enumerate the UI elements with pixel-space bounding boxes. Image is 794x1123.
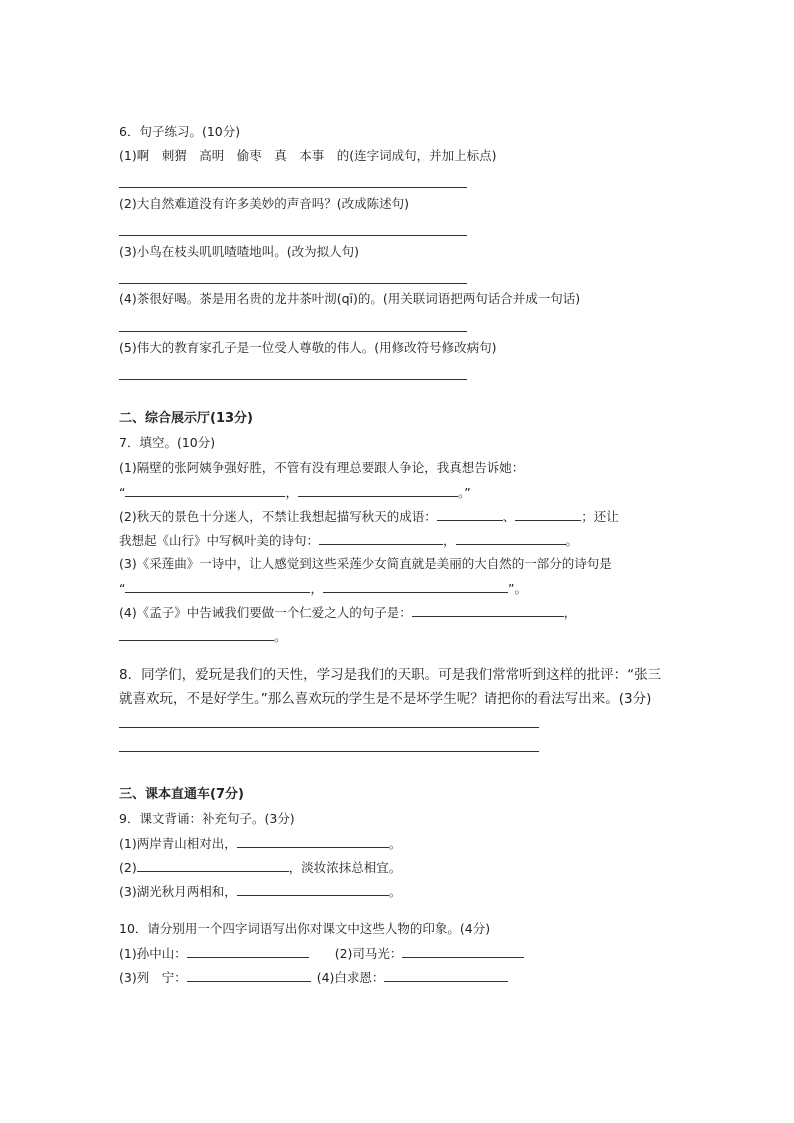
section-two-heading: 二、综合展示厅(13分)	[119, 411, 253, 426]
q7-item-3-prompt: (3)《采莲曲》一诗中，让人感觉到这些采莲少女简直就是美丽的大自然的一部分的诗句是	[119, 556, 612, 571]
q6-title: 6．句子练习。(10分)	[119, 124, 241, 139]
q7-blank-4b[interactable]	[119, 628, 274, 641]
q8-text-line-1: 8．同学们，爱玩是我们的天性，学习是我们的天职。可是我们常常听到这样的批评：“张三	[119, 667, 662, 683]
q7-blank-2b[interactable]	[515, 508, 581, 521]
q7-blank-1b[interactable]	[298, 484, 458, 497]
q7-item-3-answer-row	[119, 580, 527, 597]
q7-blank-2c[interactable]	[319, 532, 443, 545]
q6-answer-line-2[interactable]	[119, 235, 467, 236]
q7-title: 7．填空。(10分)	[119, 435, 216, 450]
q10-item-1-label: (1)孙中山：	[119, 946, 187, 961]
q10-blank-2[interactable]	[402, 945, 524, 958]
q7-blank-2a[interactable]	[437, 508, 503, 521]
q10-item-4-label: (4)白求恩：	[316, 970, 385, 985]
period: 。	[565, 533, 579, 548]
q9-item-3	[119, 883, 401, 900]
q9-item-1-text: (1)两岸青山相对出，	[119, 836, 237, 851]
period: 。	[388, 884, 402, 899]
q6-answer-line-3[interactable]	[119, 283, 467, 284]
q10-blank-3[interactable]	[187, 969, 311, 982]
period: 。	[274, 629, 287, 644]
q7-item-2-prompt-2: 我想起《山行》中写枫叶美的诗句：	[119, 533, 320, 548]
q10-title: 10．请分别用一个四字词语写出你对课文中这些人物的印象。(4分)	[119, 921, 491, 936]
q7-item-4-prompt: (4)《孟子》中告诫我们要做一个仁爱之人的句子是：	[119, 605, 412, 620]
period: 。	[388, 836, 402, 851]
q7-item-1-answer-row	[119, 484, 471, 501]
comma: ，	[310, 581, 323, 596]
q6-item-3: (3)小鸟在枝头叽叽喳喳地叫。(改为拟人句)	[119, 244, 359, 259]
q9-item-2-prefix: (2)	[119, 860, 137, 875]
q6-item-5: (5)伟大的教育家孔子是一位受人尊敬的伟人。(用修改符号修改病句)	[119, 340, 497, 355]
q10-blank-4[interactable]	[384, 969, 508, 982]
q7-item-2-prompt: (2)秋天的景色十分迷人，不禁让我想起描写秋天的成语：	[119, 509, 437, 524]
q6-answer-line-5[interactable]	[119, 379, 467, 380]
q6-item-1: (1)啊 刺猬 高明 偷枣 真 本事 的(连字词成句，并加上标点)	[119, 148, 497, 163]
q6-item-4: (4)茶很好喝。茶是用名贵的龙井茶叶沏(qī)的。(用关联词语把两句话合并成一句话)	[119, 291, 581, 306]
section-three-heading: 三、课本直通车(7分)	[119, 787, 244, 802]
q8-answer-line-2[interactable]	[119, 751, 539, 752]
q9-title: 9．课文背诵：补充句子。(3分)	[119, 811, 295, 826]
q9-item-1	[119, 835, 401, 852]
q10-row-1	[119, 945, 524, 962]
q7-blank-2d[interactable]	[456, 532, 566, 545]
comma: ，	[443, 533, 456, 548]
q6-answer-line-4[interactable]	[119, 331, 467, 332]
q7-blank-4a[interactable]	[412, 604, 564, 617]
q7-blank-1a[interactable]	[125, 484, 285, 497]
q7-item-1-prompt: (1)隔壁的张阿姨争强好胜，不管有没有理总要跟人争论，我真想告诉她：	[119, 460, 525, 475]
open-quote: “	[119, 485, 126, 500]
q10-row-2	[119, 969, 508, 986]
q6-answer-line-1[interactable]	[119, 187, 467, 188]
q7-blank-3b[interactable]	[323, 580, 508, 593]
q9-blank-3[interactable]	[237, 883, 389, 896]
q7-item-4-row-2	[119, 628, 287, 645]
q6-item-2: (2)大自然难道没有许多美妙的声音吗？(改成陈述句)	[119, 196, 409, 211]
q7-item-2-row-2	[119, 532, 578, 549]
q9-blank-2[interactable]	[137, 859, 289, 872]
close-quote: ”。	[508, 581, 527, 596]
q7-item-2-tail: ；还让	[581, 509, 619, 524]
open-quote: “	[119, 581, 126, 596]
q9-item-3-text: (3)湖光秋月两相和，	[119, 884, 237, 899]
q10-item-3-label: (3)列 宁：	[119, 970, 187, 985]
separator: 、	[502, 509, 516, 524]
q9-blank-1[interactable]	[237, 835, 389, 848]
q8-answer-line-1[interactable]	[119, 727, 539, 728]
q8-text-line-2: 就喜欢玩，不是好学生。”那么喜欢玩的学生是不是坏学生呢？请把你的看法写出来。(3分)	[119, 691, 652, 707]
q7-item-2-row-1	[119, 508, 619, 525]
q9-item-2-text: ，淡妆浓抹总相宜。	[288, 860, 402, 875]
q10-item-2-label: (2)司马光：	[334, 946, 403, 961]
comma: ，	[285, 485, 298, 500]
comma: ，	[563, 605, 577, 620]
q10-blank-1[interactable]	[187, 945, 309, 958]
close-quote: 。”	[458, 485, 471, 500]
q7-item-4-row-1	[119, 604, 576, 621]
q7-blank-3a[interactable]	[125, 580, 310, 593]
q9-item-2	[119, 859, 401, 876]
